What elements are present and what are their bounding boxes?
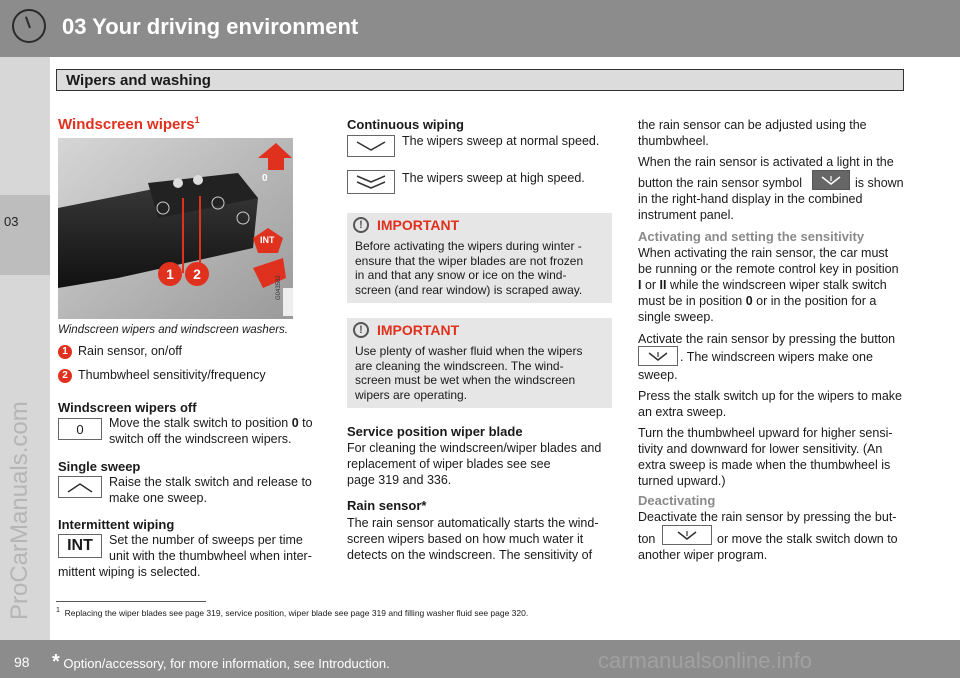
- high-speed-text: The wipers sweep at high speed.: [402, 171, 585, 185]
- col3-p6-line2: tivity and downward for lower sensitivity. (An: [638, 442, 883, 456]
- important-body-1: Before activating the wipers during winter - ensure that the wiper blades are not frozen in and that any snow or ice on the wind- screen (and rear window) is scraped away.: [355, 239, 584, 297]
- footer-watermark: carmanualsonline.info: [598, 648, 813, 673]
- callout-label-1: Rain sensor, on/off: [78, 344, 183, 358]
- col3-p6-line4: turned upward.): [638, 474, 726, 488]
- col3-p2-line4: instrument panel.: [638, 208, 734, 222]
- chapter-number: 03: [4, 214, 19, 229]
- col3-p2-line2-a: button the rain sensor symbol: [638, 176, 802, 190]
- col3-p1-line2: thumbwheel.: [638, 134, 709, 148]
- normal-speed-text: The wipers sweep at normal speed.: [402, 134, 600, 148]
- col3-p8-a: ton: [638, 532, 656, 546]
- intermittent-line3: mittent wiping is selected.: [58, 565, 201, 579]
- page-number: 98: [14, 654, 30, 670]
- col3-p6-line3: extra sweep is made when the thumbwheel is: [638, 458, 891, 472]
- continuous-wiping-heading: Continuous wiping: [347, 117, 464, 132]
- col3-p1-line1: the rain sensor can be adjusted using the: [638, 118, 867, 132]
- deactivate-button-icon: [662, 525, 712, 545]
- col3-p3-line3: I or II while the windscreen wiper stalk switch: [638, 278, 887, 292]
- col3-p5-line1: Press the stalk switch up for the wipers to make: [638, 389, 902, 403]
- col3-p3-line4: must be in position 0 or in the position for a: [638, 294, 877, 308]
- service-line3: page 319 and 336.: [347, 473, 452, 487]
- footnote-divider: [56, 601, 206, 602]
- important-body-2: Use plenty of washer fluid when the wipers are cleaning the windscreen. The wind- screen must be wet when the windscreen wipers are operating.: [355, 344, 583, 402]
- col3-p2-line1: When the rain sensor is activated a light in the: [638, 155, 894, 169]
- col3-p5-line2: an extra sweep.: [638, 405, 727, 419]
- service-line1: For cleaning the windscreen/wiper blades and: [347, 441, 602, 455]
- footer-note: * Option/accessory, for more information, see Introduction.: [52, 651, 390, 673]
- single-sweep-line2: make one sweep.: [109, 491, 207, 505]
- col3-p4-line1: Activate the rain sensor by pressing the button: [638, 332, 896, 346]
- normal-speed-chevron-icon: [347, 135, 395, 157]
- gauge-icon: [12, 9, 46, 43]
- service-position-heading: Service position wiper blade: [347, 424, 523, 439]
- wipers-off-heading: Windscreen wipers off: [58, 400, 197, 415]
- intermittent-line2: unit with the thumbwheel when inter-: [109, 549, 312, 563]
- col3-p6-line1: Turn the thumbwheel upward for higher sensi-: [638, 426, 893, 440]
- single-sweep-chevron-icon: [58, 476, 102, 498]
- figure-caption: Windscreen wipers and windscreen washers.: [58, 324, 288, 336]
- rain-sensor-symbol-icon: [812, 170, 850, 190]
- col3-p7: Deactivate the rain sensor by pressing the but-: [638, 510, 897, 524]
- warning-icon: !: [353, 217, 369, 233]
- figure-label-zero: 0: [262, 173, 268, 184]
- col3-p4-line2: . The windscreen wipers make one: [680, 350, 873, 364]
- footnote: $^1$ Replacing the wiper blades see page 319, service position, wiper blade see page 319 and filling washer fluid see page 320.: [56, 606, 529, 618]
- col3-p2-line2-b: is shown: [855, 176, 904, 190]
- figure-label-int: INT: [260, 235, 275, 245]
- col3-p2-line3: in the right-hand display in the combined: [638, 192, 863, 206]
- important-box-2: [347, 318, 612, 408]
- wiper-stalk-photo: [58, 138, 293, 319]
- position-zero-symbol: 0: [58, 418, 102, 440]
- figure-callout-1: 1: [158, 262, 182, 286]
- col3-p4-line3: sweep.: [638, 368, 678, 382]
- col3-p3-line5: single sweep.: [638, 310, 714, 324]
- important-heading-1: IMPORTANT: [377, 217, 460, 233]
- section-title: Wipers and washing: [66, 72, 211, 89]
- deactivating-heading: Deactivating: [638, 493, 716, 508]
- single-sweep-line1: Raise the stalk switch and release to: [109, 475, 312, 489]
- callout-label-2: Thumbwheel sensitivity/frequency: [78, 368, 266, 382]
- chapter-tab-marker: [0, 195, 50, 275]
- wipers-off-line1: Move the stalk switch to position 0 to: [109, 416, 313, 430]
- col3-p3-line2: be running or the remote control key in position: [638, 262, 899, 276]
- rain-sensor-button-icon: [638, 346, 678, 366]
- important-box-1: [347, 213, 612, 303]
- figure-code: G043582: [276, 275, 282, 300]
- callout-badge-2: 2: [58, 369, 72, 383]
- single-sweep-heading: Single sweep: [58, 459, 141, 474]
- service-line2: replacement of wiper blades see see: [347, 457, 551, 471]
- activating-heading: Activating and setting the sensitivity: [638, 229, 865, 244]
- rain-line3: detects on the windscreen. The sensitivity of: [347, 548, 593, 562]
- int-symbol: INT: [58, 534, 102, 558]
- col3-p8-c: another wiper program.: [638, 548, 768, 562]
- rain-sensor-heading: Rain sensor*: [347, 498, 427, 513]
- chapter-title: 03 Your driving environment: [62, 14, 359, 39]
- windscreen-wipers-heading: Windscreen wipers$^1$: [58, 115, 200, 133]
- callout-badge-1: 1: [58, 345, 72, 359]
- col3-p3-line1: When activating the rain sensor, the car must: [638, 246, 889, 260]
- high-speed-chevron-icon: [347, 170, 395, 194]
- warning-icon: !: [353, 322, 369, 338]
- rain-line2: screen wipers based on how much water it: [347, 532, 584, 546]
- intermittent-heading: Intermittent wiping: [58, 517, 175, 532]
- wipers-off-line2: switch off the windscreen wipers.: [109, 432, 292, 446]
- important-heading-2: IMPORTANT: [377, 322, 460, 338]
- figure-callout-2: 2: [185, 262, 209, 286]
- watermark-text: ProCarManuals.com: [6, 401, 33, 620]
- intermittent-line1: Set the number of sweeps per time: [109, 533, 303, 547]
- col3-p8-b: or move the stalk switch down to: [717, 532, 898, 546]
- rain-line1: The rain sensor automatically starts the wind-: [347, 516, 599, 530]
